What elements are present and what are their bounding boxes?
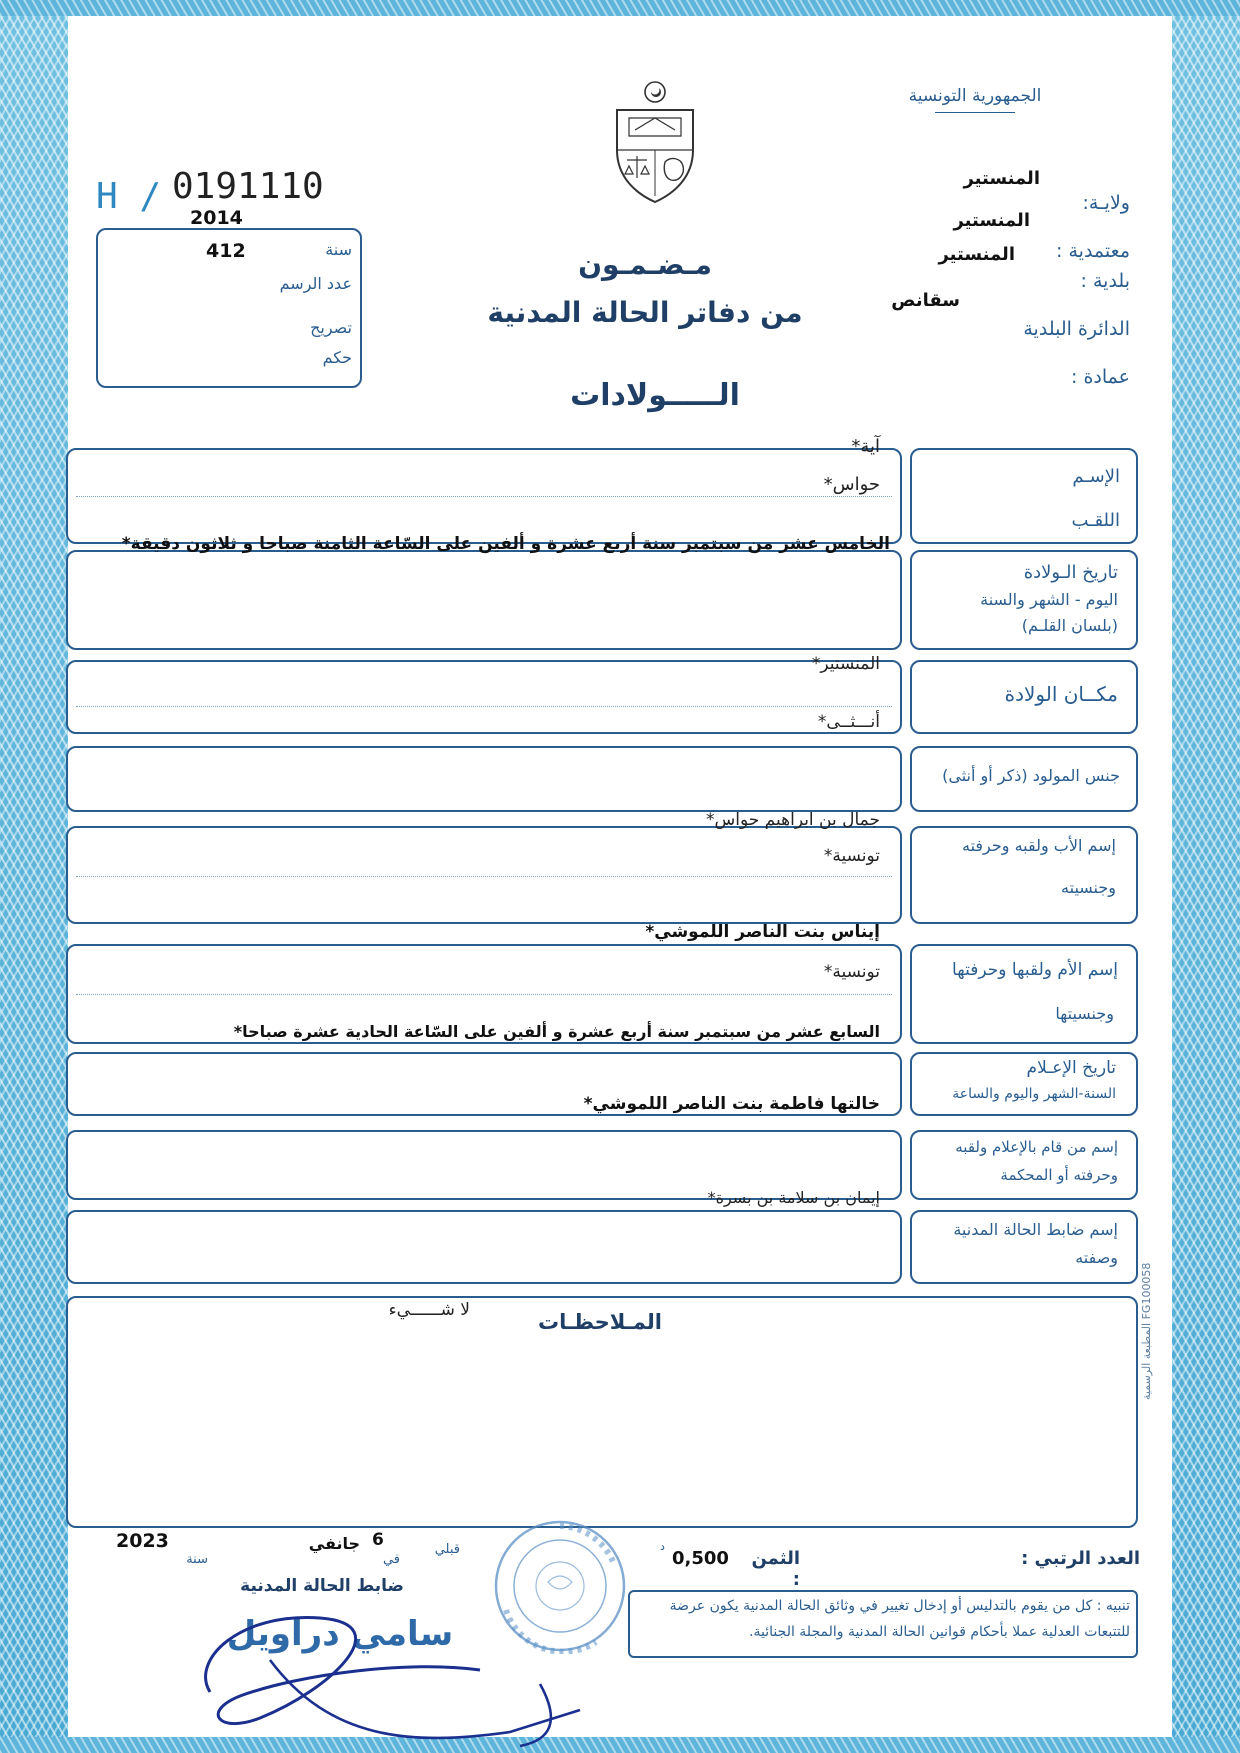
registry-year-label: سنة — [325, 240, 352, 259]
footer-in-label: في — [382, 1552, 400, 1567]
officer-title: ضابط الحالة المدنية — [240, 1576, 404, 1596]
governorate-value: المنستير — [963, 168, 1040, 189]
label-declarant-sub: وحرفته أو المحكمة — [1000, 1166, 1118, 1184]
field-value-box-officer — [66, 1210, 902, 1284]
registry-judgment-label: حكم — [322, 348, 352, 367]
registry-record-label: عدد الرسم — [279, 274, 352, 293]
field-value-box-birth-date — [66, 550, 902, 650]
remarks-title: المـلاحظـات — [537, 1310, 663, 1334]
guilloche-border-top — [0, 0, 1240, 16]
registry-record-value: 412 — [206, 240, 246, 262]
value-declaration-date: السابع عشر من سبتمبر سنة أربع عشرة و ألفين على السّاعة الحادية عشرة صباحا* — [233, 1022, 880, 1041]
delegation-label: معتمدية : — [1056, 240, 1130, 262]
guilloche-border-right — [1172, 0, 1240, 1753]
value-birth-place: المنستير* — [811, 654, 880, 674]
label-first-name: الإسـم — [1072, 466, 1120, 487]
title-line1: مـضـمـون — [578, 248, 712, 281]
notice-line1: تنبيه : كل من يقوم بالتدليس أو إدخال تغيير في وثائق الحالة المدنية يكون عرضة — [669, 1598, 1130, 1614]
title-line2: من دفاتر الحالة المدنية — [487, 296, 803, 329]
omda-label: عمادة : — [1071, 366, 1130, 388]
value-mother: إيناس بنت الناصر اللموشي* — [645, 922, 880, 942]
label-declaration-date: تاريخ الإعـلام — [1026, 1058, 1116, 1078]
value-sex: أنـــثــى* — [817, 712, 880, 732]
value-officer: إيمان بن سلامة بن بسرة* — [707, 1188, 880, 1207]
label-birth-date: تاريخ الـولادة — [1023, 562, 1118, 583]
governorate-label: ولايـة: — [1082, 192, 1130, 214]
value-father: جمال بن ابراهيم حواس* — [706, 810, 880, 830]
footer-place: قبلي — [434, 1542, 460, 1557]
label-mother: إسم الأم ولقبها وحرفتها — [952, 960, 1118, 980]
value-birth-date: الخامس عشر من سبتمبر سنة أربع عشرة و ألفين على السّاعة الثامنة صباحا و ثلاثون دقيقة* — [121, 534, 890, 554]
label-birth-place: مكــان الولادة — [1004, 682, 1118, 706]
dotted-line — [76, 496, 892, 497]
footer-month: جانفي — [308, 1534, 360, 1553]
value-mother-nationality: تونسية* — [823, 962, 880, 982]
signature-icon — [180, 1600, 620, 1750]
value-first-name: آية* — [851, 436, 880, 457]
remarks-value: لا شــــــيء — [388, 1300, 470, 1320]
label-officer: إسم ضابط الحالة المدنية — [953, 1220, 1118, 1239]
label-father: إسم الأب ولقبه وحرفته — [962, 836, 1116, 855]
label-sex: جنس المولود (ذكر أو أنثى) — [942, 766, 1120, 785]
registry-year-value: 2014 — [190, 207, 243, 229]
footer-serial-label: العدد الرتبي : — [1021, 1548, 1140, 1569]
footer-day: 6 — [372, 1530, 384, 1550]
label-declarant: إسم من قام بالإعلام ولقبه — [955, 1138, 1118, 1156]
label-declaration-date-sub: السنة-الشهر واليوم والساعة — [952, 1086, 1116, 1102]
field-label-box-mother — [910, 944, 1138, 1044]
label-birth-date-sub: اليوم - الشهر والسنة — [980, 590, 1118, 609]
field-value-box-sex — [66, 746, 902, 812]
label-surname: اللقـب — [1071, 510, 1120, 531]
dotted-line — [76, 876, 892, 877]
field-value-box-father — [66, 826, 902, 924]
value-surname: حواس* — [823, 474, 880, 495]
delegation-value-line: المنستير — [953, 210, 1030, 231]
value-declarant: خالتها فاطمة بنت الناصر اللموشي* — [583, 1094, 880, 1114]
footer-year-label: سنة — [186, 1552, 208, 1567]
footer-price-value: 0,500 — [672, 1548, 729, 1569]
coat-of-arms-icon — [605, 78, 705, 208]
footer-price-unit: د — [660, 1540, 665, 1553]
label-father-nationality: وجنسيته — [1061, 878, 1116, 897]
label-birth-date-words: (بلسان القلـم) — [1021, 616, 1118, 635]
republic-underline — [935, 112, 1015, 113]
value-father-nationality: تونسية* — [823, 846, 880, 866]
footer-year-value: 2023 — [116, 1530, 169, 1552]
registry-declaration-label: تصريح — [310, 318, 352, 337]
municipality-label: بلدية : — [1080, 270, 1130, 292]
printer-mark: المطبعة الرسمية FG100058 — [1140, 1262, 1153, 1400]
section-title: الـــــولادات — [570, 378, 740, 413]
dotted-line — [76, 994, 892, 995]
serial-prefix: H / — [96, 176, 162, 217]
serial-number: 0191110 — [172, 166, 324, 207]
label-mother-nationality: وجنسيتها — [1055, 1004, 1114, 1023]
municipality-value: المنستير — [938, 244, 1015, 265]
republic-name: الجمهورية التونسية — [908, 86, 1042, 106]
dotted-line — [76, 706, 892, 707]
footer-price-label: الثمن : — [751, 1548, 800, 1590]
notice-line2: للتتبعات العدلية عملا بأحكام قوانين الحالة المدنية والمجلة الجنائية. — [749, 1624, 1130, 1640]
guilloche-border-left — [0, 0, 68, 1753]
label-officer-title: وصفته — [1075, 1248, 1118, 1267]
municipal-district-value: سقانص — [891, 290, 960, 311]
municipal-district-label: الدائرة البلدية — [1023, 318, 1130, 340]
officer-name-stamp: سامي دراويل — [226, 1614, 454, 1654]
